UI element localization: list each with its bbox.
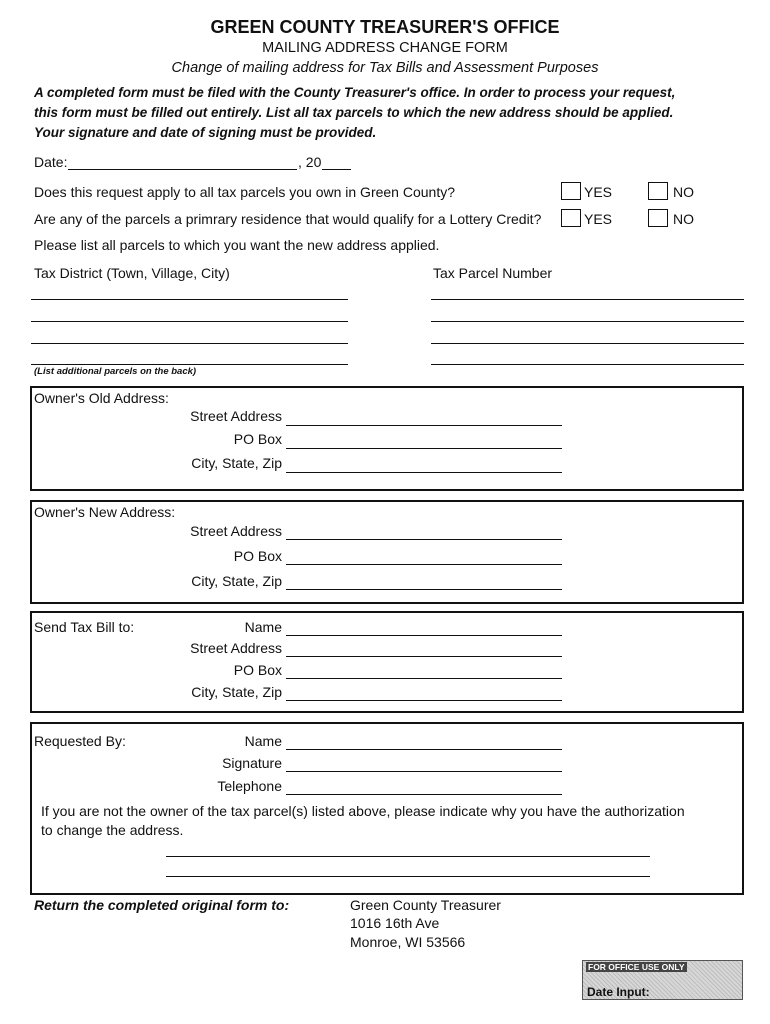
tax-district-header: Tax District (Town, Village, City) [34, 265, 230, 281]
office-date-input-label: Date Input: [587, 985, 650, 999]
new-address-heading: Owner's New Address: [34, 504, 176, 520]
old-city-state-zip-field[interactable] [286, 472, 562, 473]
tax-parcel-field-4[interactable] [431, 364, 744, 365]
all-parcels-no-label: NO [673, 184, 694, 200]
send-tax-bill-heading: Send Tax Bill to: [34, 619, 135, 635]
old-po-box-label: PO Box [233, 431, 282, 447]
office-use-header: FOR OFFICE USE ONLY [588, 962, 685, 972]
question-all-parcels: Does this request apply to all tax parcels you own in Green County? [34, 184, 456, 200]
bill-name-field[interactable] [286, 635, 562, 636]
old-po-box-field[interactable] [286, 448, 562, 449]
bill-po-box-field[interactable] [286, 678, 562, 679]
new-po-box-label: PO Box [233, 548, 282, 564]
requester-name-label: Name [244, 733, 282, 749]
bill-po-box-label: PO Box [233, 662, 282, 678]
form-subtitle: MAILING ADDRESS CHANGE FORM [262, 40, 508, 56]
instruction-line-2: this form must be filled out entirely. List all tax parcels to which the new address should be applied. [34, 105, 674, 120]
date-year-field[interactable] [322, 169, 351, 170]
new-city-state-zip-label: City, State, Zip [191, 573, 282, 589]
lottery-credit-no-checkbox[interactable] [648, 209, 668, 227]
question-lottery-credit: Are any of the parcels a primrary residence that would qualify for a Lottery Credit? [34, 211, 542, 227]
all-parcels-yes-checkbox[interactable] [561, 182, 581, 200]
new-street-field[interactable] [286, 539, 562, 540]
old-city-state-zip-label: City, State, Zip [191, 455, 282, 471]
authorization-text-2: to change the address. [41, 822, 184, 838]
bill-street-label: Street Address [190, 640, 282, 656]
tax-district-field-1[interactable] [31, 299, 348, 300]
requester-signature-label: Signature [222, 755, 282, 771]
date-label: Date: [34, 154, 68, 170]
requester-name-field[interactable] [286, 749, 562, 750]
new-po-box-field[interactable] [286, 564, 562, 565]
form-purpose: Change of mailing address for Tax Bills and Assessment Purposes [171, 60, 599, 76]
lottery-credit-yes-checkbox[interactable] [561, 209, 581, 227]
office-use-box [582, 960, 743, 1000]
form-title: GREEN COUNTY TREASURER'S OFFICE [210, 17, 560, 37]
old-street-label: Street Address [190, 408, 282, 424]
additional-parcels-note: (List additional parcels on the back) [34, 366, 197, 377]
old-address-section [30, 386, 744, 491]
all-parcels-yes-label: YES [584, 184, 613, 200]
all-parcels-no-checkbox[interactable] [648, 182, 668, 200]
requested-by-section [30, 722, 744, 895]
return-address-line-1: Green County Treasurer [350, 897, 501, 913]
instruction-line-1: A completed form must be filed with the County Treasurer's office. In order to process your request, [34, 85, 676, 100]
requester-telephone-label: Telephone [217, 778, 282, 794]
requested-by-heading: Requested By: [34, 733, 126, 749]
new-city-state-zip-field[interactable] [286, 589, 562, 590]
requester-telephone-field[interactable] [286, 794, 562, 795]
return-address-line-3: Monroe, WI 53566 [350, 934, 466, 950]
lottery-credit-yes-label: YES [584, 211, 613, 227]
date-field[interactable] [68, 169, 297, 170]
date-year-prefix: , 20 [298, 154, 322, 170]
old-street-field[interactable] [286, 425, 562, 426]
bill-street-field[interactable] [286, 656, 562, 657]
parcels-intro: Please list all parcels to which you want the new address applied. [34, 237, 440, 253]
tax-district-field-2[interactable] [31, 321, 348, 322]
return-label: Return the completed original form to: [34, 897, 290, 913]
new-address-section [30, 500, 744, 604]
authorization-text-1: If you are not the owner of the tax parcel(s) listed above, please indicate why you have the authorization [41, 803, 685, 819]
requester-signature-field[interactable] [286, 771, 562, 772]
bill-city-state-zip-label: City, State, Zip [191, 684, 282, 700]
new-street-label: Street Address [190, 523, 282, 539]
bill-name-label: Name [244, 619, 282, 635]
send-tax-bill-section [30, 611, 744, 713]
tax-parcel-number-header: Tax Parcel Number [433, 265, 553, 281]
tax-district-field-3[interactable] [31, 343, 348, 344]
authorization-reason-field-1[interactable] [166, 856, 650, 857]
tax-parcel-field-2[interactable] [431, 321, 744, 322]
tax-district-field-4[interactable] [31, 364, 348, 365]
lottery-credit-no-label: NO [673, 211, 694, 227]
authorization-reason-field-2[interactable] [166, 876, 650, 877]
instruction-line-3: Your signature and date of signing must be provided. [34, 125, 377, 140]
tax-parcel-field-3[interactable] [431, 343, 744, 344]
return-address-line-2: 1016 16th Ave [350, 915, 440, 931]
bill-city-state-zip-field[interactable] [286, 700, 562, 701]
old-address-heading: Owner's Old Address: [34, 390, 169, 406]
tax-parcel-field-1[interactable] [431, 299, 744, 300]
